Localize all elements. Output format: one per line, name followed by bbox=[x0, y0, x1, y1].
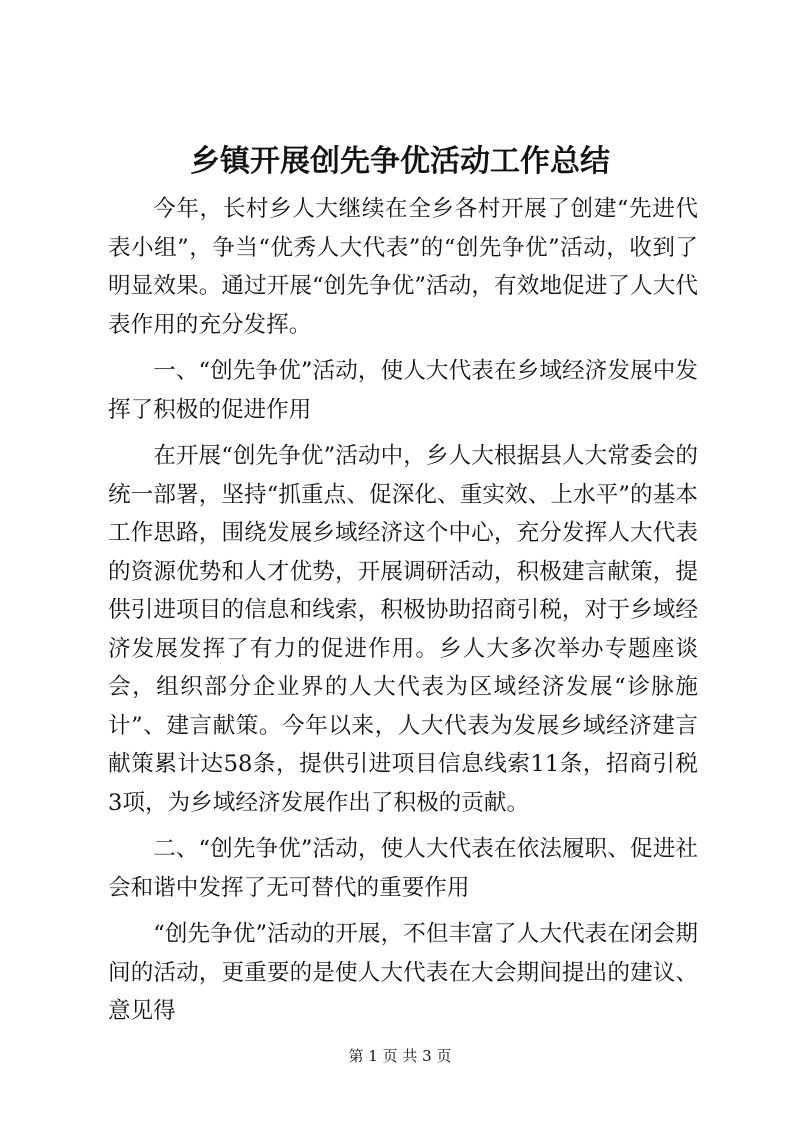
page-number-footer: 第 1 页 共 3 页 bbox=[348, 1047, 452, 1065]
paragraph-section-1: 在开展“创先争优”活动中，乡人大根据县人大常委会的统一部署，坚持“抓重点、促深化、重实效、上水平”的基本工作思路，围绕发展乡域经济这个中心，充分发挥人大代表的资源优势和人才优势，开展调研活动，积极建言献策，提供引进项目的信息和线索，积极协助招商引税，对于乡域经济发展发挥了有力的促进作用。乡人大多次举办专题座谈会，组织部分企业界的人大代表为区域经济发展“诊脉施计”、建言献策。今年以来，人大代表为发展乡域经济建言献策累计达58条，提供引进项目信息线索11条，招商引税3项，为乡域经济发展作出了积极的贡献。 bbox=[108, 443, 698, 816]
paragraph-section-2: “创先争优”活动的开展，不但丰富了人大代表在闭会期间的活动，更重要的是使人大代表在大会期间提出的建议、意见得 bbox=[108, 921, 698, 1024]
document-body bbox=[108, 190, 698, 1039]
paragraph-intro: 今年，长村乡人大继续在全乡各村开展了创建“先进代表小组”，争当“优秀人大代表”的“创先争优”活动，收到了明显效果。通过开展“创先争优”活动，有效地促进了人大代表作用的充分发挥。 bbox=[108, 196, 698, 338]
document-title: 乡镇开展创先争优活动工作总结 bbox=[190, 144, 610, 179]
section-heading-2: 二、“创先争优”活动，使人大代表在依法履职、促进社会和谐中发挥了无可替代的重要作用 bbox=[108, 836, 698, 901]
section-heading-1: 一、“创先争优”活动，使人大代表在乡域经济发展中发挥了积极的促进作用 bbox=[108, 358, 698, 423]
